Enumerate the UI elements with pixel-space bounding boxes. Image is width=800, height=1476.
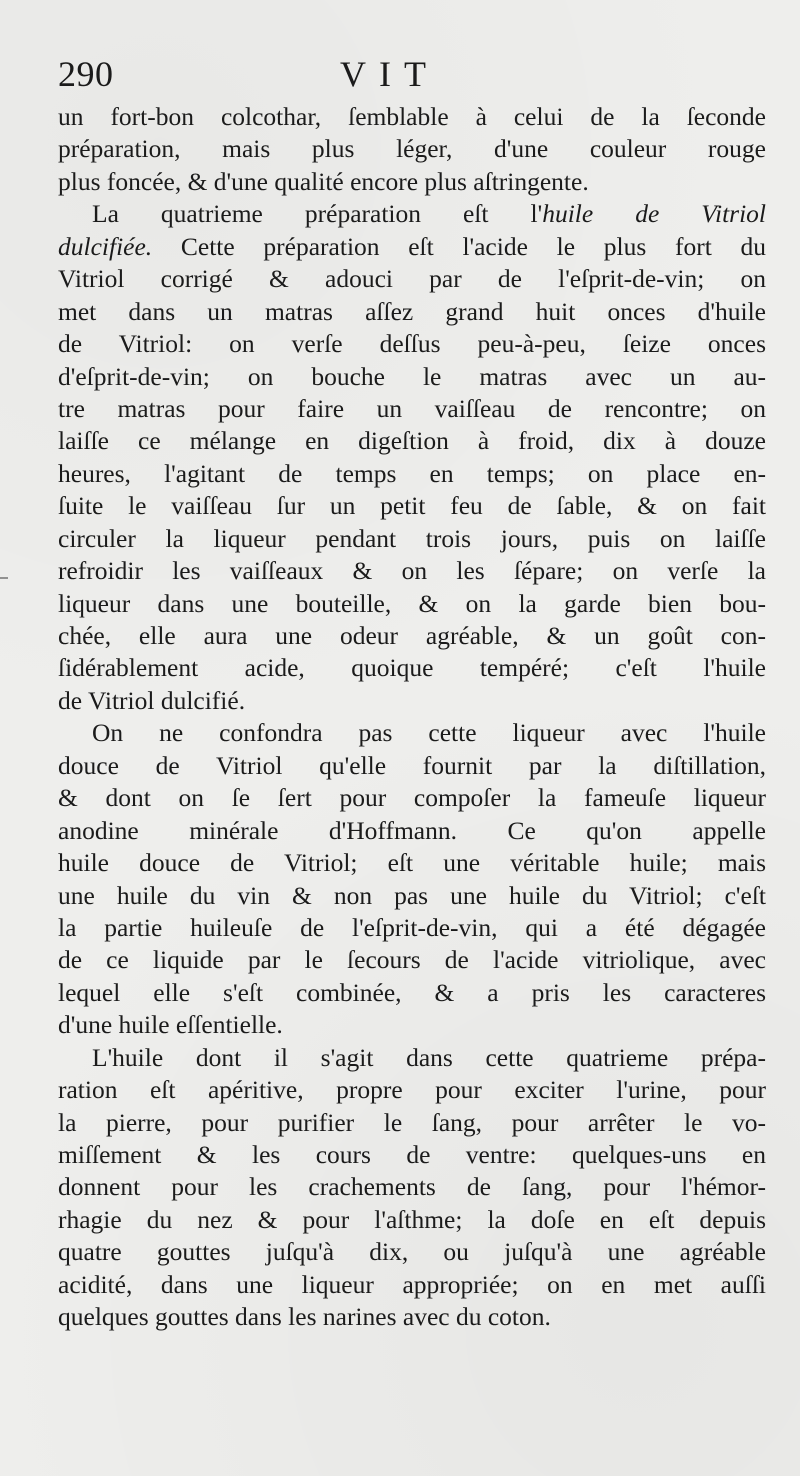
text-line: On ne confondra pas cette liqueur avec l'huile [92, 718, 766, 748]
text-line: d'une huile eſſentielle. [58, 1010, 283, 1040]
text-segment: Cette préparation eſt l'acide le plus fort du [152, 231, 766, 261]
page-number: 290 [58, 54, 114, 94]
text-line: huile douce de Vitriol; eſt une véritable huile; mais [58, 848, 766, 878]
text-line: douce de Vitriol qu'elle fournit par la diſtillation, [58, 750, 766, 780]
text-line: de ce liquide par le ſecours de l'acide vitriolique, avec [58, 945, 766, 975]
text-line: & dont on ſe ſert pour compoſer la fameuſe liqueur [58, 783, 766, 813]
running-head: VIT [340, 54, 439, 94]
text-line: circuler la liqueur pendant trois jours, puis on laiſſe [58, 523, 766, 553]
text-line: Vitriol corrigé & adouci par de l'eſprit-de-vin; on [58, 264, 766, 294]
text-line: de Vitriol: on verſe deſſus peu-à-peu, ſeize onces [58, 329, 766, 359]
text-line: un fort-bon colcothar, ſemblable à celui de la ſeconde [58, 102, 766, 131]
text-line: d'eſprit-de-vin; on bouche le matras avec un au- [58, 361, 766, 391]
text-line: préparation, mais plus léger, d'une couleur rouge [58, 134, 766, 164]
margin-mark [0, 577, 8, 579]
text-line: donnent pour les crachements de ſang, pour l'hémor- [58, 1172, 766, 1202]
text-line: met dans un matras aſſez grand huit onces d'huile [58, 296, 766, 326]
italic-term: dulcifiée. [58, 231, 153, 261]
text-line [58, 231, 766, 263]
text-line: ſuite le vaiſſeau ſur un petit feu de ſable, & on fait [58, 491, 766, 521]
text-line: ſidérablement acide, quoique tempéré; c'eſt l'huile [58, 653, 766, 683]
text-line: miſſement & les cours de ventre: quelques-uns en [58, 1140, 766, 1169]
text-line [58, 198, 766, 230]
text-line: de Vitriol dulcifié. [58, 685, 246, 715]
text-line: heures, l'agitant de temps en temps; on place en- [58, 458, 766, 488]
text-line: une huile du vin & non pas une huile du Vitriol; c'eſt [58, 880, 766, 910]
italic-term: huile de Vitriol [542, 199, 766, 229]
text-line: ration eſt apéritive, propre pour exciter l'urine, pour [58, 1075, 766, 1105]
text-line: lequel elle s'eſt combinée, & a pris les caracteres [58, 977, 766, 1007]
text-line: la partie huileuſe de l'eſprit-de-vin, qui a été dégagée [58, 912, 766, 942]
text-segment: La quatrieme préparation eſt l' [92, 199, 543, 229]
text-line: quatre gouttes juſqu'à dix, ou juſqu'à une agréable [58, 1237, 766, 1267]
page-header [58, 54, 758, 104]
text-line: tre matras pour faire un vaiſſeau de rencontre; on [58, 393, 766, 423]
text-line: refroidir les vaiſſeaux & on les ſépare; on verſe la [58, 556, 766, 586]
text-line: la pierre, pour purifier le ſang, pour arrêter le vo- [58, 1107, 766, 1137]
body-text [58, 101, 766, 1334]
text-line: plus foncée, & d'une qualité encore plus aſtringente. [58, 166, 589, 196]
text-line: liqueur dans une bouteille, & on la garde bien bou- [58, 588, 766, 618]
text-line: acidité, dans une liqueur appropriée; on en met auſſi [58, 1269, 766, 1299]
text-line: chée, elle aura une odeur agréable, & un goût con- [58, 621, 766, 650]
text-line: rhagie du nez & pour l'aſthme; la doſe en eſt depuis [58, 1204, 766, 1234]
text-line: L'huile dont il s'agit dans cette quatrieme prépa- [92, 1042, 766, 1072]
text-line: anodine minérale d'Hoffmann. Ce qu'on appelle [58, 815, 766, 845]
text-line: laiſſe ce mélange en digeſtion à froid, dix à douze [58, 426, 766, 456]
text-line: quelques gouttes dans les narines avec du coton. [58, 1302, 551, 1332]
